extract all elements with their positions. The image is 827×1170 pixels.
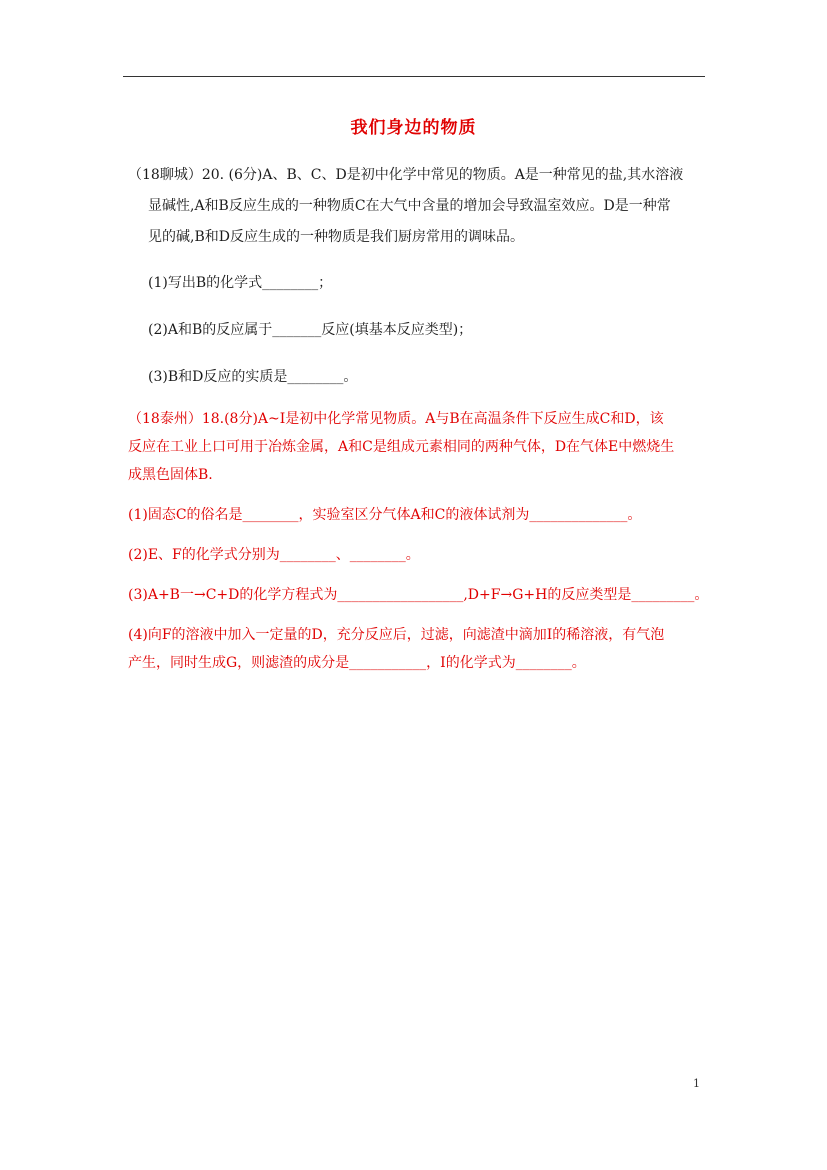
question-1-line-1: （18聊城）20. (6分)A、B、C、D是初中化学中常见的物质。A是一种常见的盐,其水溶液 — [128, 167, 684, 183]
page-title: 我们身边的物质 — [350, 118, 477, 138]
question-2-sub-4-line-1: (4)向F的溶液中加入一定量的D，充分反应后，过滤，向滤渣中滴加I的稀溶液，有气泡 — [128, 627, 665, 643]
question-1 — [128, 160, 708, 393]
page-number: 1 — [693, 1077, 700, 1090]
question-2-sub-1: (1)固态C的俗名是________，实验室区分气体A和C的液体试剂为______________。 — [128, 507, 642, 523]
question-2 — [128, 405, 708, 677]
question-1-line-3: 见的碱,B和D反应生成的一种物质是我们厨房常用的调味品。 — [148, 229, 524, 245]
question-2-line-3: 成黑色固体B. — [128, 467, 213, 483]
question-1-sub-2: (2)A和B的反应属于_______反应(填基本反应类型)； — [148, 322, 473, 338]
question-2-sub-2: (2)E、F的化学式分别为________、________。 — [128, 547, 420, 563]
question-1-line-2: 显碱性,A和B反应生成的一种物质C在大气中含量的增加会导致温室效应。D是一种常 — [148, 198, 671, 214]
question-1-sub-3: (3)B和D反应的实质是________。 — [148, 369, 358, 385]
question-2-line-2: 反应在工业上口可用于冶炼金属，A和C是组成元素相同的两种气体，D在气体E中燃烧生 — [128, 439, 675, 455]
question-1-sub-1: (1)写出B的化学式________； — [148, 275, 333, 291]
header-rule — [123, 76, 705, 77]
question-2-sub-3: (3)A+B一→C+D的化学方程式为__________________,D+F→G+H的反应类型是_________。 — [128, 587, 709, 603]
question-2-sub-4-line-2: 产生，同时生成G，则滤渣的成分是___________，I的化学式为________。 — [128, 655, 586, 671]
question-2-line-1: （18泰州）18.(8分)A~I是初中化学常见物质。A与B在高温条件下反应生成C和D，该 — [128, 411, 664, 427]
